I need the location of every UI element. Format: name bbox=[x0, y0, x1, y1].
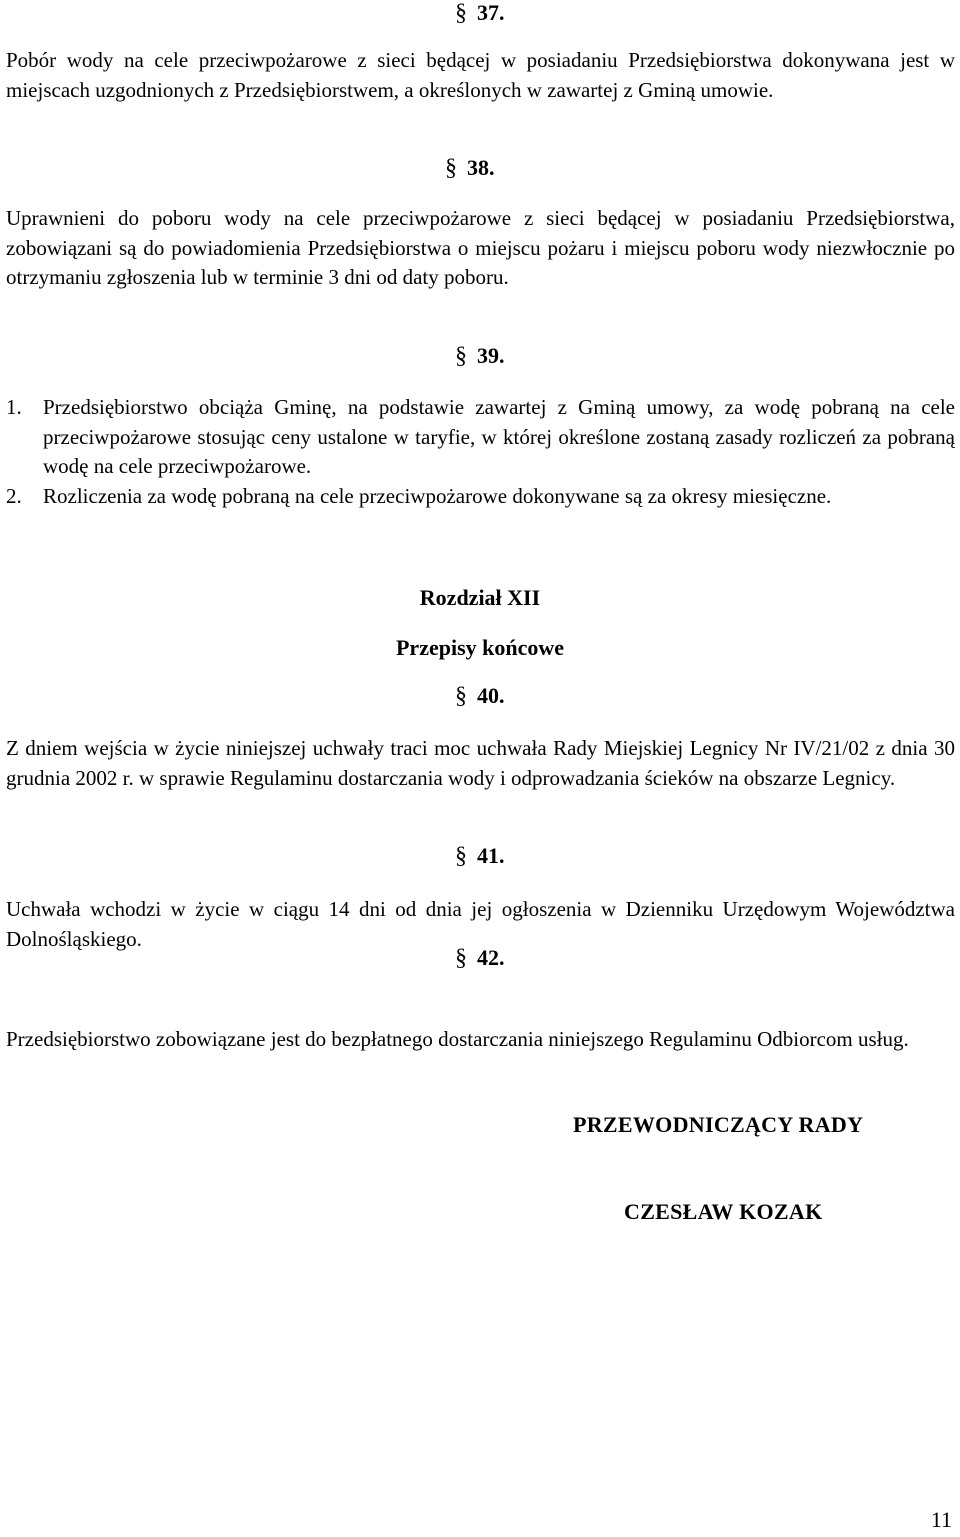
section-mark: § bbox=[455, 343, 467, 369]
signature-name: CZESŁAW KOZAK bbox=[624, 1199, 823, 1224]
section-number: 39. bbox=[477, 343, 505, 368]
list-item-39-2 bbox=[6, 482, 955, 512]
section-number: 37. bbox=[477, 0, 505, 25]
section-37-heading bbox=[455, 0, 505, 27]
section-number: 41. bbox=[477, 843, 505, 868]
section-40-heading bbox=[455, 683, 505, 710]
chapter-subtitle: Przepisy końcowe bbox=[395, 635, 565, 660]
section-number: 40. bbox=[477, 683, 505, 708]
section-mark: § bbox=[455, 0, 467, 26]
paragraph-42: Przedsiębiorstwo zobowiązane jest do bezpłatnego dostarczania niniejszego Regulaminu Odbiorcom usług. bbox=[6, 1027, 909, 1051]
section-39-heading bbox=[455, 343, 505, 370]
page-number: 11 bbox=[930, 1507, 952, 1532]
list-item-number: 1. bbox=[6, 395, 22, 419]
section-41-heading bbox=[455, 843, 505, 870]
section-mark: § bbox=[455, 843, 467, 869]
section-number: 38. bbox=[467, 155, 495, 180]
signature-role: PRZEWODNICZĄCY RADY bbox=[573, 1112, 864, 1137]
paragraph-38: Uprawnieni do poboru wody na cele przeciwpożarowe z sieci będącej w posiadaniu Przedsiębiorstwa, zobowiązani są do powiadomienia Przedsiębiorstwa o miejscu pożaru i miejscu poboru wody niezwłocznie po otrzymaniu zgłoszenia lub w terminie 3 dni od daty poboru. bbox=[6, 206, 955, 289]
list-item-text: Rozliczenia za wodę pobraną na cele przeciwpożarowe dokonywane są za okresy miesięczne. bbox=[43, 484, 832, 508]
section-38-heading bbox=[445, 155, 495, 182]
list-item-39-1 bbox=[6, 393, 955, 482]
section-mark: § bbox=[455, 683, 467, 709]
list-item-number: 2. bbox=[6, 484, 22, 508]
section-42-heading bbox=[455, 945, 505, 972]
section-number: 42. bbox=[477, 945, 505, 970]
section-mark: § bbox=[445, 155, 457, 181]
paragraph-40: Z dniem wejścia w życie niniejszej uchwały traci moc uchwała Rady Miejskiej Legnicy Nr IV/21/02 z dnia 30 grudnia 2002 r. w sprawie Regulaminu dostarczania wody i odprowadzania ścieków na obszarze Legnicy. bbox=[6, 736, 955, 790]
section-mark: § bbox=[455, 945, 467, 971]
paragraph-41: Uchwała wchodzi w życie w ciągu 14 dni od dnia jej ogłoszenia w Dzienniku Urzędowym Województwa Dolnośląskiego. bbox=[6, 897, 955, 951]
list-item-text: Przedsiębiorstwo obciąża Gminę, na podstawie zawartej z Gminą umowy, za wodę pobraną na cele przeciwpożarowe stosując ceny ustalone w taryfie, w której określone zostaną zasady rozliczeń za pobraną wodę na cele przeciwpożarowe. bbox=[43, 395, 955, 478]
chapter-title: Rozdział XII bbox=[419, 585, 541, 610]
paragraph-37: Pobór wody na cele przeciwpożarowe z sieci będącej w posiadaniu Przedsiębiorstwa dokonywana jest w miejscach uzgodnionych z Przedsiębiorstwem, a określonych w zawartej z Gminą umowie. bbox=[6, 48, 955, 102]
